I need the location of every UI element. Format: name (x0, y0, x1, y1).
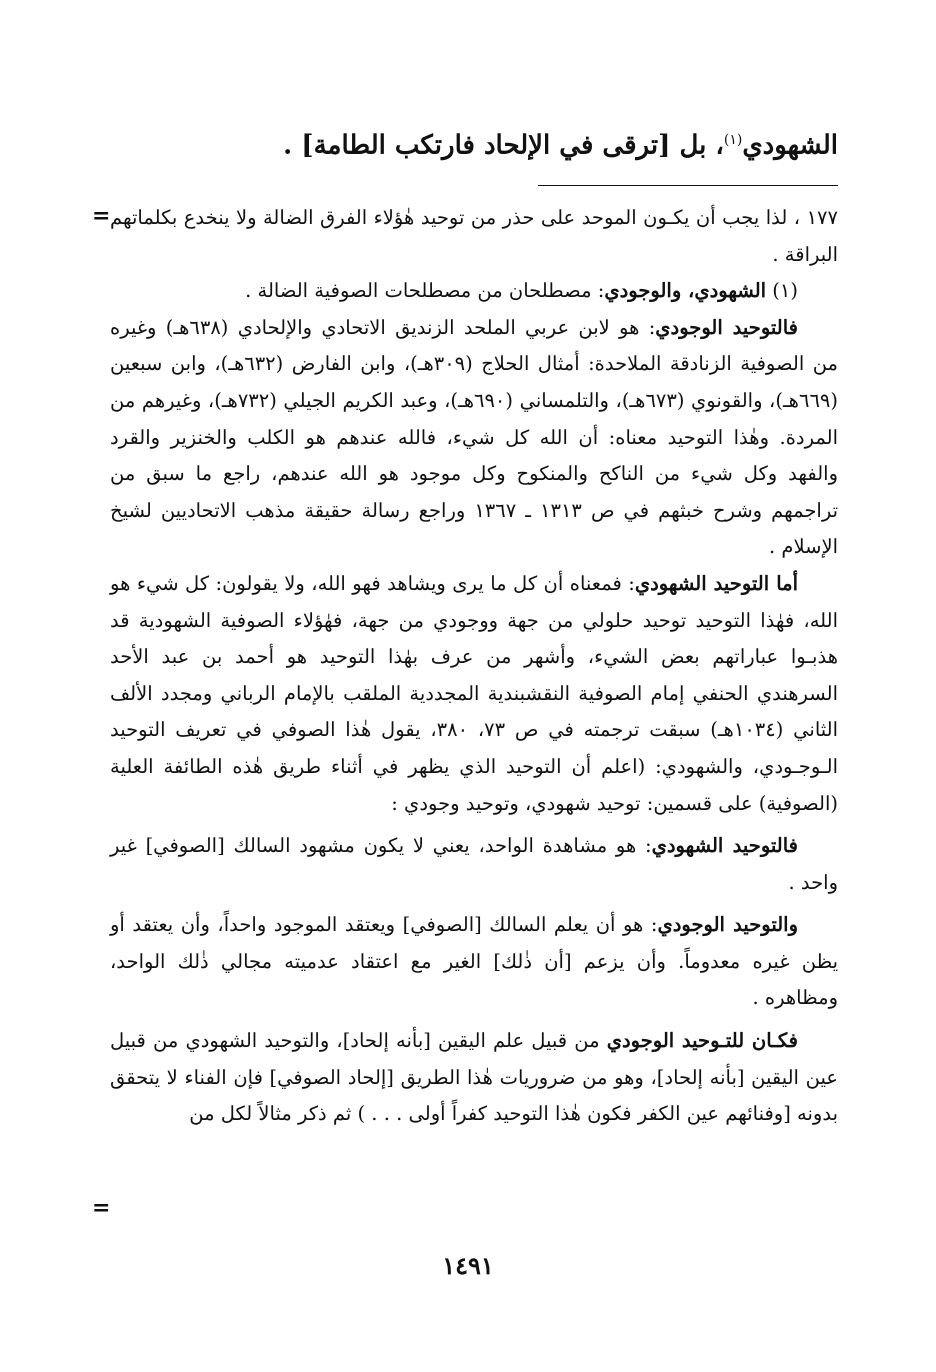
paragraph-shuhudi-definition (110, 828, 838, 901)
footnotes-block (110, 200, 838, 1133)
term-shuhudi: أما التوحيد الشهودي (634, 571, 799, 595)
term-wujudi: فالتوحيد الوجودي (655, 315, 798, 339)
paragraph-shuhudi (110, 566, 838, 822)
continuation-mark-top: = (92, 203, 111, 229)
footnote-continuation: ١٧٧ ، لذا يجب أن يكـون الموحد على حذر من توحيد هٰؤلاء الفرق الضالة ولا ينخدع بكلماتهم البراقة . (110, 206, 838, 266)
term-shuhudi-wujudi: الشهودي، والوجودي (604, 279, 767, 303)
wujudi-text: : هو لابن عربي الملحد الزنديق الاتحادي والإلحادي (٦٣٨هـ) وغيره من الصوفية الزنادقة الملاحدة: أمثال الحلاج (٣٠٩هـ)، وابن الفارض (٦٣٢هـ)، وابن سبعين (٦٦٩هـ)، والقونوي (٦٧٣هـ)، والتلمساني (٦٩٠هـ)، وعبد الكريم الجيلي (٧٣٢هـ)، وغيرهم من المردة. وهٰذا التوحيد معناه: أن الله كل شيء، فالله عندهم هو الكلب والخنزير والقرد والفهد وكل شيء من الناكح والمنكوح وكل موجود هو الله عندهم، راجع ما سبق من تراجمهم وشرح خبثهم في ص ١٣١٣ ـ ١٣٦٧ وراجع رسالة حقيقة مذهب الاتحاديين لشيخ الإسلام . (110, 315, 838, 559)
page-number: ١٤٩١ (442, 1251, 494, 1280)
term-conclusion: فكـان للتـوحيد الوجودي (606, 1029, 798, 1053)
paragraph-wujudi-definition (110, 907, 838, 1017)
main-text-end: ، بل [ترقى في الإلحاد فارتكب الطامة] . (283, 130, 724, 161)
shuhudi-definition-text: : هو مشاهدة الواحد، يعني لا يكون مشهود السالك [الصوفي] غير واحد . (110, 834, 838, 894)
heading-text: : مصطلحان من مصطلحات الصوفية الضالة . (245, 279, 605, 303)
conclusion-text: من قبيل علم اليقين [بأنه إلحاد]، والتوحيد الشهودي من قبيل عين اليقين [بأنه إلحاد]، وهو من ضروريات هٰذا الطريق [إلحاد الصوفي] فإن الفناء لا يتحقق بدونه [وفنائهم عين الكفر فكون هٰذا التوحيد كفراً أولى . . . ) ثم ذكر مثالاً لكل من (110, 1029, 838, 1126)
footnote-number: (١) (772, 279, 798, 303)
shuhudi-text: : فمعناه أن كل ما يرى ويشاهد فهو الله، ولا يقولون: كل شيء هو الله، فهٰذا التوحيد توحيد حلولي من جهة ووجودي من جهة، فهٰؤلاء الصوفية الشهودية قد هذبـوا عباراتهم بعض الشيء، وأشهر من عرف بهٰذا التوحيد هو أحمد بن عبد الأحد السرهندي الحنفي إمام الصوفية النقشبندية المجددية الملقب بالإمام الرباني ومجدد الألف الثاني (١٠٣٤هـ) سبقت ترجمته في ص ٧٣، ٣٨٠، يقول هٰذا الصوفي في تعريف التوحيد الـوجـودي، والشهودي: (اعلم أن التوحيد الذي يظهر في أثناء طريق هٰذه الطائفة العلية (الصوفية) على قسمين: توحيد شهودي، وتوحيد وجودي : (110, 571, 839, 815)
term-shuhudi-definition: فالتوحيد الشهودي (651, 834, 798, 858)
main-text-line (60, 118, 838, 168)
footnote-reference: (١) (723, 132, 743, 148)
footnote-1-heading (110, 273, 838, 310)
main-text-start: الشهودي (742, 130, 838, 161)
paragraph-conclusion (110, 1023, 838, 1133)
paragraph-wujudi (110, 310, 838, 566)
wujudi-definition-text: : هو أن يعلم السالك [الصوفي] ويعتقد الموجود واحداً، وأن يعتقد أو يظن غيره معدوماً. وأن يزعم [أن ذٰلك] الغير مع اعتقاد عدميته مجالي ذٰلك الواحد، ومظاهره . (110, 913, 838, 1010)
term-wujudi-definition: والتوحيد الوجودي (657, 913, 798, 937)
continuation-mark-bottom: = (92, 1195, 111, 1221)
footnote-separator (538, 185, 838, 186)
